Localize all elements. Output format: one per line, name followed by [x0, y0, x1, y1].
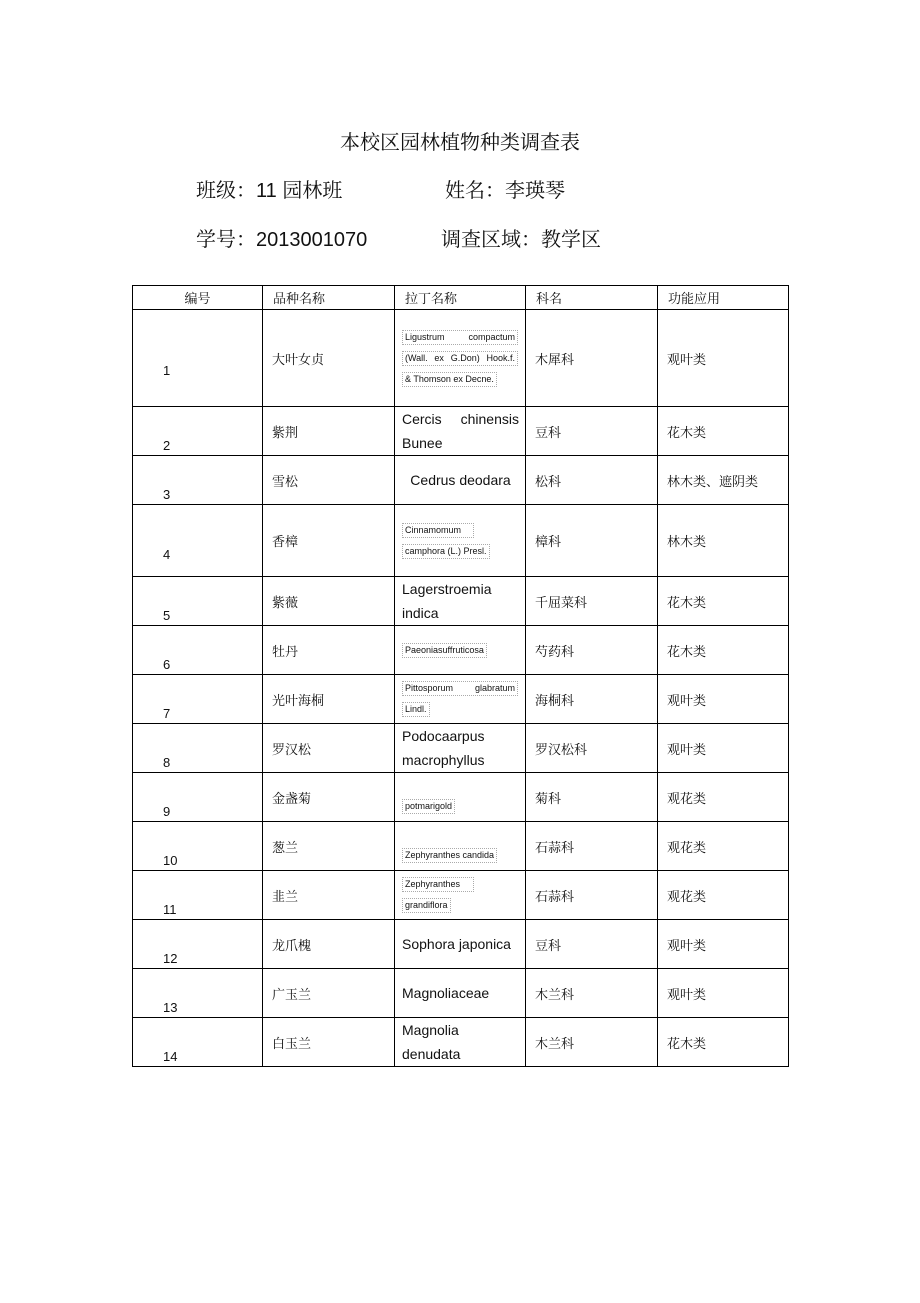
latin-name-line: Cercis chinensis: [402, 411, 519, 427]
variety-name: 紫薇: [263, 577, 395, 626]
latin-name-line: Bunee: [402, 435, 443, 451]
family-name: 豆科: [526, 407, 658, 456]
variety-name: 紫荆: [263, 407, 395, 456]
function-use: 花木类: [658, 407, 789, 456]
variety-name: 光叶海桐: [263, 675, 395, 724]
latin-name-line: Lindl.: [402, 702, 430, 717]
latin-name: [395, 505, 526, 577]
survey-area-value: 教学区: [541, 227, 601, 251]
class-info: [196, 174, 342, 203]
latin-name: [395, 675, 526, 724]
latin-name-line: indica: [402, 605, 439, 621]
row-number: 8: [133, 724, 263, 773]
variety-name: 葱兰: [263, 822, 395, 871]
table-row: [133, 773, 789, 822]
table-row: [133, 675, 789, 724]
row-number: 7: [133, 675, 263, 724]
row-number: 3: [133, 456, 263, 505]
latin-name-line: & Thomson ex Decne.: [402, 372, 497, 387]
latin-name-line: grandiflora: [402, 898, 451, 913]
latin-name-line: Lagerstroemia: [402, 581, 492, 597]
table-row: [133, 1018, 789, 1067]
plant-survey-table: [132, 285, 789, 1067]
table-row: [133, 969, 789, 1018]
function-use: 林木类、遮阴类: [658, 456, 789, 505]
table-row: [133, 505, 789, 577]
variety-name: 广玉兰: [263, 969, 395, 1018]
name-value: 李瑛琴: [505, 178, 565, 202]
latin-name: [395, 871, 526, 920]
header-variety-name: 品种名称: [263, 286, 395, 310]
variety-name: 香樟: [263, 505, 395, 577]
row-number: 2: [133, 407, 263, 456]
latin-name-line: Sophora japonica: [402, 936, 511, 952]
function-use: 观花类: [658, 871, 789, 920]
row-number: 12: [133, 920, 263, 969]
row-number: 9: [133, 773, 263, 822]
latin-name: [395, 1018, 526, 1067]
latin-name-line: Podocaarpus: [402, 728, 485, 744]
variety-name: 金盏菊: [263, 773, 395, 822]
variety-name: 雪松: [263, 456, 395, 505]
variety-name: 龙爪槐: [263, 920, 395, 969]
header-latin-name: 拉丁名称: [395, 286, 526, 310]
survey-area-info: [441, 223, 601, 252]
function-use: 观叶类: [658, 675, 789, 724]
family-name: 罗汉松科: [526, 724, 658, 773]
latin-name: [395, 577, 526, 626]
family-name: 海桐科: [526, 675, 658, 724]
latin-name-line: camphora (L.) Presl.: [402, 544, 490, 559]
function-use: 观叶类: [658, 724, 789, 773]
family-name: 石蒜科: [526, 822, 658, 871]
function-use: 观花类: [658, 822, 789, 871]
table-row: [133, 456, 789, 505]
header-number: 编号: [133, 286, 263, 310]
student-id-value: 2013001070: [256, 229, 368, 251]
function-use: 花木类: [658, 1018, 789, 1067]
row-number: 14: [133, 1018, 263, 1067]
page-title: 本校区园林植物种类调查表: [340, 130, 580, 154]
table-row: [133, 407, 789, 456]
function-use: 花木类: [658, 626, 789, 675]
table-row: [133, 822, 789, 871]
latin-name-line: Paeoniasuffruticosa: [402, 643, 487, 658]
latin-name: [395, 456, 526, 505]
latin-name: [395, 724, 526, 773]
table-row: [133, 724, 789, 773]
family-name: 木犀科: [526, 310, 658, 407]
name-label: 姓名：: [445, 178, 505, 202]
table-row: [133, 626, 789, 675]
table-row: [133, 577, 789, 626]
latin-name: [395, 310, 526, 407]
latin-name: [395, 626, 526, 675]
latin-name-line: Cinnamomum: [402, 523, 474, 538]
variety-name: 大叶女贞: [263, 310, 395, 407]
family-name: 菊科: [526, 773, 658, 822]
variety-name: 牡丹: [263, 626, 395, 675]
function-use: 观叶类: [658, 310, 789, 407]
family-name: 木兰科: [526, 969, 658, 1018]
header-function: 功能应用: [658, 286, 789, 310]
latin-name-line: Ligustrum compactum: [402, 330, 518, 345]
latin-name-line: Cedrus deodara: [410, 472, 511, 488]
function-use: 观叶类: [658, 969, 789, 1018]
function-use: 观叶类: [658, 920, 789, 969]
family-name: 石蒜科: [526, 871, 658, 920]
row-number: 5: [133, 577, 263, 626]
class-label: 班级：: [196, 178, 256, 202]
latin-name-line: Magnolia: [402, 1022, 459, 1038]
latin-name-line: Zephyranthes candida: [402, 848, 497, 863]
latin-name: [395, 773, 526, 822]
latin-name-line: macrophyllus: [402, 752, 485, 768]
table-row: [133, 920, 789, 969]
latin-name: [395, 969, 526, 1018]
row-number: 1: [133, 310, 263, 407]
table-row: [133, 310, 789, 407]
student-id-label: 学号：: [196, 227, 256, 251]
row-number: 10: [133, 822, 263, 871]
latin-name: [395, 920, 526, 969]
family-name: 千屈菜科: [526, 577, 658, 626]
class-value: 11 园林班: [256, 180, 343, 202]
student-id-info: [196, 223, 367, 252]
survey-area-label: 调查区域：: [441, 227, 541, 251]
row-number: 4: [133, 505, 263, 577]
family-name: 樟科: [526, 505, 658, 577]
family-name: 松科: [526, 456, 658, 505]
variety-name: 白玉兰: [263, 1018, 395, 1067]
name-info: [445, 174, 565, 203]
family-name: 芍药科: [526, 626, 658, 675]
variety-name: 罗汉松: [263, 724, 395, 773]
latin-name-line: (Wall. ex G.Don) Hook.f.: [402, 351, 518, 366]
family-name: 豆科: [526, 920, 658, 969]
table-header-row: [133, 286, 789, 310]
latin-name-line: Pittosporum glabratum: [402, 681, 518, 696]
function-use: 观花类: [658, 773, 789, 822]
variety-name: 韭兰: [263, 871, 395, 920]
function-use: 林木类: [658, 505, 789, 577]
latin-name-line: Zephyranthes: [402, 877, 474, 892]
function-use: 花木类: [658, 577, 789, 626]
latin-name-line: denudata: [402, 1046, 461, 1062]
family-name: 木兰科: [526, 1018, 658, 1067]
latin-name-line: Magnoliaceae: [402, 985, 490, 1001]
row-number: 13: [133, 969, 263, 1018]
latin-name: [395, 407, 526, 456]
row-number: 6: [133, 626, 263, 675]
table-row: [133, 871, 789, 920]
latin-name-line: potmarigold: [402, 799, 455, 814]
latin-name: [395, 822, 526, 871]
row-number: 11: [133, 871, 263, 920]
header-family: 科名: [526, 286, 658, 310]
